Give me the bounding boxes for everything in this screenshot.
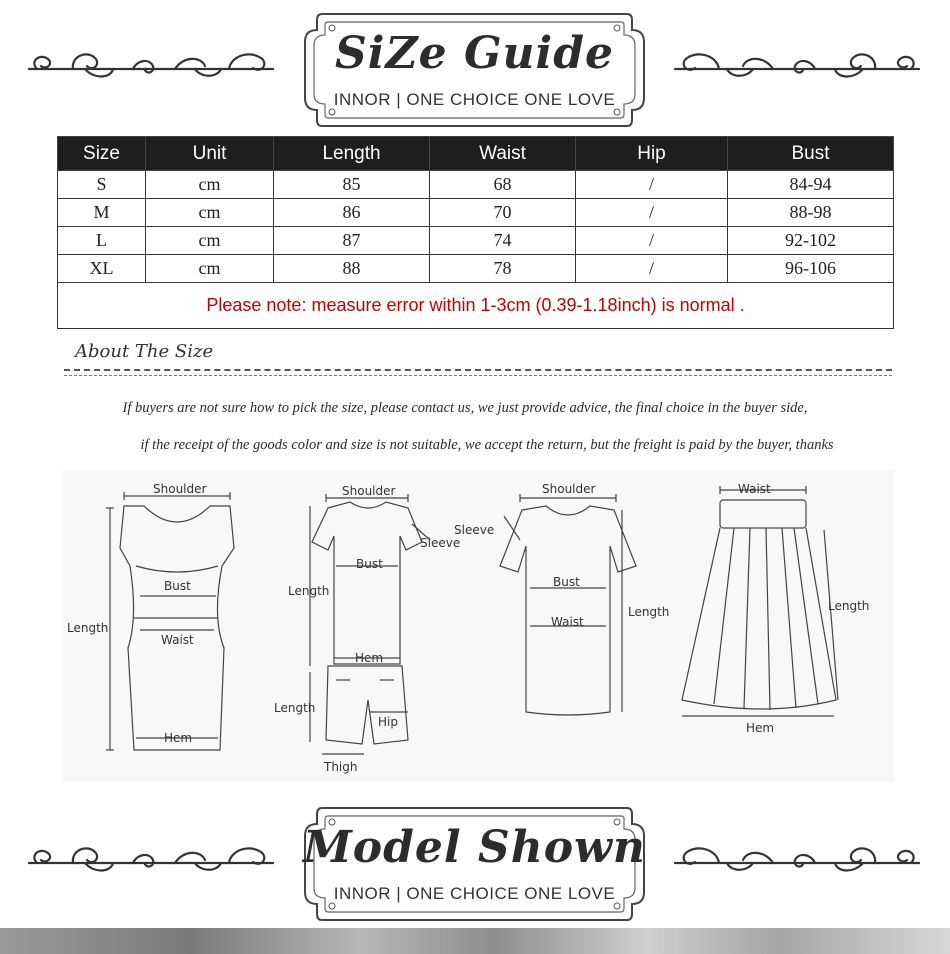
table-row [58,227,894,255]
tshirt-sleeve-label: Sleeve [420,536,461,550]
size-cell: XL [58,255,146,283]
dashed-divider [64,369,892,379]
length-cell: 86 [274,199,430,227]
size-cell: M [58,199,146,227]
model-shown-banner [0,802,950,926]
bust-cell: 88-98 [728,199,894,227]
blouse-measurement-diagram [450,476,680,726]
unit-cell: cm [146,227,274,255]
dress-hem-label: Hem [164,731,193,745]
about-size-text-line-2: if the receipt of the goods color and size is not suitable, we accept the return, but the freight is paid by the buyer, thanks [140,437,834,453]
bust-cell: 84-94 [728,171,894,199]
dress-waist-label: Waist [161,633,194,647]
bust-cell: 96-106 [728,255,894,283]
model-photo [0,928,950,954]
skirt-hem-label: Hem [746,721,775,735]
unit-cell: cm [146,171,274,199]
waist-cell: 68 [430,171,576,199]
tshirt-shorts-measurement-diagram [270,480,470,776]
table-row [58,171,894,199]
note-row [58,283,894,329]
waist-cell: 78 [430,255,576,283]
waist-cell: 70 [430,199,576,227]
column-header-size: Size [58,137,146,171]
model-shown-title: Model Shown [303,822,646,873]
title-plaque [292,8,657,132]
shorts-length-label: Length [274,701,316,715]
blouse-length-label: Length [628,605,670,619]
size-guide-banner [0,8,950,132]
column-header-waist: Waist [430,137,576,171]
title-plaque [292,802,657,926]
length-cell: 85 [274,171,430,199]
table-header-row [58,137,894,171]
scroll-ornament-left [25,836,280,886]
bust-cell: 92-102 [728,227,894,255]
table-row [58,255,894,283]
scroll-ornament-left [25,42,280,92]
blouse-bust-label: Bust [553,575,580,589]
size-cell: L [58,227,146,255]
brand-tagline: INNOR | ONE CHOICE ONE LOVE [333,90,616,109]
size-chart-table [57,136,894,329]
tshirt-bust-label: Bust [356,557,383,571]
column-header-length: Length [274,137,430,171]
waist-cell: 74 [430,227,576,255]
size-guide-title: SiZe Guide [335,28,614,79]
tshirt-shoulder-label: Shoulder [342,484,396,498]
blouse-sleeve-label: Sleeve [454,523,495,537]
column-header-unit: Unit [146,137,274,171]
skirt-measurement-diagram [674,478,874,740]
unit-cell: cm [146,199,274,227]
dress-shoulder-label: Shoulder [153,482,207,496]
dress-length-label: Length [67,621,109,635]
shorts-hip-label: Hip [378,715,398,729]
hip-cell: / [576,171,728,199]
tshirt-length-label: Length [288,584,330,598]
unit-cell: cm [146,255,274,283]
dress-bust-label: Bust [164,579,191,593]
measurement-note: Please note: measure error within 1-3cm (0.39-1.18inch) is normal . [58,283,894,329]
size-cell: S [58,171,146,199]
scroll-ornament-right [668,836,923,886]
blouse-waist-label: Waist [551,615,584,629]
dress-measurement-diagram [62,478,252,770]
shorts-thigh-label: Thigh [324,760,358,774]
hip-cell: / [576,199,728,227]
skirt-length-label: Length [828,599,870,613]
skirt-waist-label: Waist [738,482,771,496]
hip-cell: / [576,227,728,255]
tshirt-hem-label: Hem [355,651,384,665]
brand-tagline: INNOR | ONE CHOICE ONE LOVE [333,884,616,903]
column-header-bust: Bust [728,137,894,171]
hip-cell: / [576,255,728,283]
length-cell: 88 [274,255,430,283]
scroll-ornament-right [668,42,923,92]
length-cell: 87 [274,227,430,255]
about-size-heading: About The Size [75,341,214,362]
table-row [58,199,894,227]
about-size-text-line-1: If buyers are not sure how to pick the size, please contact us, we just provide advice, the final choice in the buyer side, [122,400,808,416]
blouse-shoulder-label: Shoulder [542,482,596,496]
column-header-hip: Hip [576,137,728,171]
